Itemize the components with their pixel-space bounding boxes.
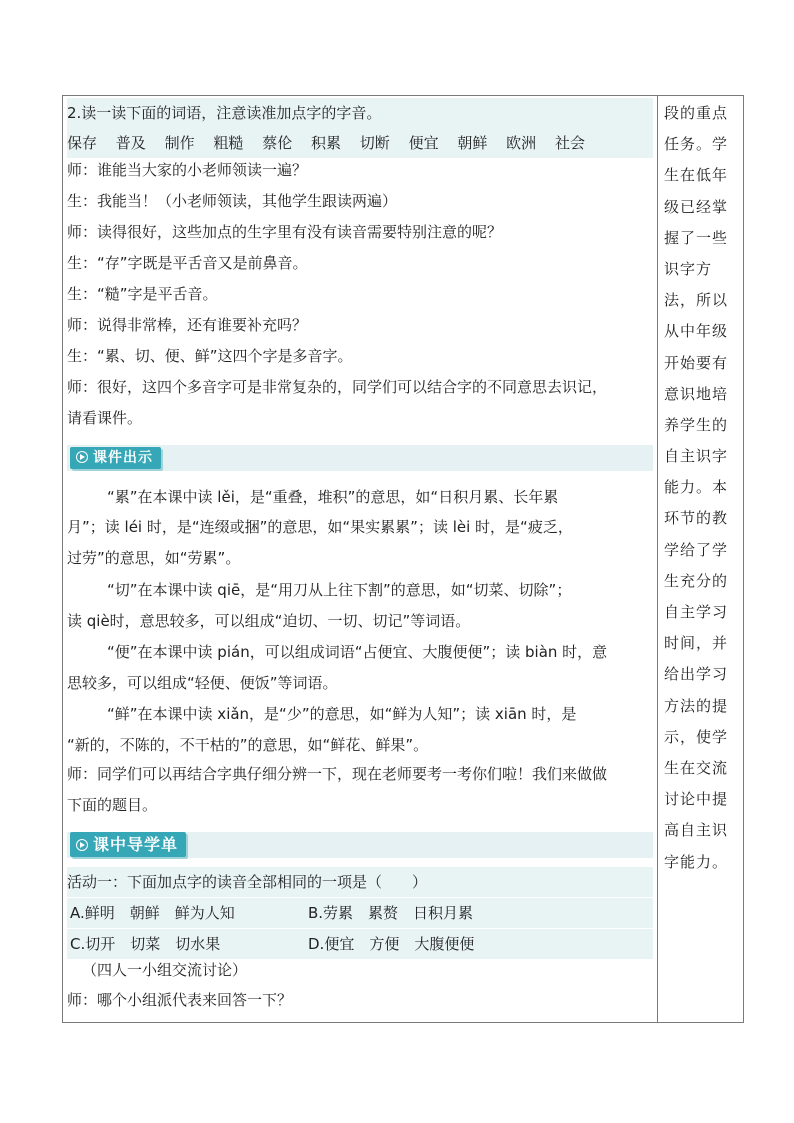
- option-d: D.便宜 方便 大腹便便: [308, 935, 475, 953]
- word: 制作: [164, 134, 195, 152]
- slide-line: 月”；读 léi 时，是“连缀或捆”的意思，如“果实累累”；读 lèi 时，是“疲乏，: [67, 518, 573, 536]
- side-line: 生在低年: [664, 166, 729, 185]
- section-header-courseware: [67, 439, 653, 471]
- side-line: 级已经掌: [664, 197, 729, 216]
- option-c: C.切开 切菜 切水果: [70, 935, 221, 953]
- word: 普及: [115, 134, 146, 152]
- section-tag: 课件出示: [70, 447, 161, 469]
- column-divider: [657, 95, 658, 1023]
- side-line: 讨论中提: [664, 790, 729, 809]
- word: 保存: [67, 134, 98, 152]
- slide-line: 读 qiè时，意思较多，可以组成“迫切、一切、切记”等词语。: [67, 612, 471, 630]
- slide-line: “鲜”在本课中读 xiǎn，是“少”的意思，如“鲜为人知”；读 xiān 时，是: [107, 705, 577, 723]
- slide-line: “新的，不陈的，不干枯的”的意思，如“鲜花、鲜果”。: [67, 736, 429, 754]
- options-row-1: [67, 898, 653, 928]
- side-line: 自主识字: [664, 447, 729, 466]
- word: 切断: [359, 134, 390, 152]
- side-line: 自主学习: [664, 603, 729, 621]
- dialogue-line: 生：“糙”字是平舌音。: [67, 285, 218, 303]
- side-line: 环节的教: [664, 509, 729, 528]
- word: 蔡伦: [262, 134, 293, 152]
- word-list: [67, 128, 653, 158]
- side-line: 生充分的: [664, 571, 729, 590]
- side-line: 高自主识: [664, 821, 729, 840]
- dialogue-line: 师：同学们可以再结合字典仔细分辨一下，现在老师要考一考你们啦！我们来做做: [67, 765, 608, 783]
- group-note: （四人一小组交流讨论）: [82, 961, 248, 979]
- dialogue-line: 师：读得很好，这些加点的生字里有没有读音需要特别注意的呢？: [67, 223, 503, 241]
- side-line: 法，所以: [664, 291, 729, 310]
- word: 欧洲: [506, 134, 537, 152]
- task-heading: 2.读一读下面的词语，注意读准加点字的字音。: [67, 98, 653, 128]
- dialogue-line: 下面的题目。: [67, 796, 158, 814]
- side-line: 段的重点: [664, 104, 729, 122]
- side-line: 开始要有: [664, 353, 729, 372]
- slide-line: “累”在本课中读 lěi，是“重叠，堆积”的意思，如“日积月累、长年累: [107, 488, 559, 506]
- play-icon: [76, 451, 88, 463]
- dialogue-line: 师：说得非常棒，还有谁要补充吗？: [67, 316, 308, 334]
- dialogue-line: 生：“累、切、便、鲜”这四个字是多音字。: [67, 347, 353, 365]
- dialogue-line: 生：我能当！（小老师领读，其他学生跟读两遍）: [67, 192, 398, 210]
- dialogue-line: 生：“存”字既是平舌音又是前鼻音。: [67, 254, 308, 272]
- dialogue-line: 师：很好，这四个多音字可是非常复杂的，同学们可以结合字的不同意思去识记，: [67, 378, 608, 396]
- dialogue-line: 请看课件。: [67, 409, 143, 427]
- side-line: 生在交流: [664, 758, 729, 777]
- play-icon: [76, 839, 88, 851]
- word: 粗糙: [213, 134, 244, 152]
- dialogue-line: 师：谁能当大家的小老师领读一遍？: [67, 161, 308, 179]
- activity-question: 活动一：下面加点字的读音全部相同的一项是（ ）: [67, 867, 653, 897]
- option-a: A.鲜明 朝鲜 鲜为人知: [70, 904, 235, 922]
- side-line: 识字方: [664, 259, 713, 278]
- word: 朝鲜: [457, 134, 488, 152]
- section-tag: 课中导学单: [70, 832, 186, 857]
- side-line: 从中年级: [664, 322, 729, 341]
- side-line: 方法的提: [664, 696, 729, 715]
- side-line: 养学生的: [664, 415, 729, 434]
- side-line: 能力。本: [664, 478, 729, 497]
- side-line: 字能力。: [664, 852, 729, 871]
- side-line: 学给了学: [664, 540, 729, 559]
- section-header-guide: [67, 826, 653, 858]
- side-line: 示，使学: [664, 727, 729, 746]
- option-b: B.劳累 累赘 日积月累: [308, 904, 474, 922]
- side-line: 时间，并: [664, 634, 729, 653]
- slide-line: 思较多，可以组成“轻便、便饭”等词语。: [67, 674, 338, 692]
- side-line: 任务。学: [664, 135, 729, 154]
- side-commentary: [664, 98, 740, 878]
- slide-line: “便”在本课中读 pián，可以组成词语“占便宜、大腹便便”；读 biàn 时，意: [107, 643, 608, 661]
- side-line: 意识地培: [664, 384, 729, 403]
- word: 社会: [554, 134, 585, 152]
- word: 积累: [310, 134, 341, 152]
- slide-line: 过劳”的意思，如“劳累”。: [67, 549, 241, 567]
- side-line: 握了一些: [664, 228, 729, 247]
- word: 便宜: [408, 134, 439, 152]
- side-line: 给出学习: [664, 665, 729, 684]
- dialogue-line: 师：哪个小组派代表来回答一下？: [67, 991, 293, 1009]
- slide-line: “切”在本课中读 qiē，是“用刀从上往下割”的意思，如“切菜、切除”；: [107, 581, 572, 599]
